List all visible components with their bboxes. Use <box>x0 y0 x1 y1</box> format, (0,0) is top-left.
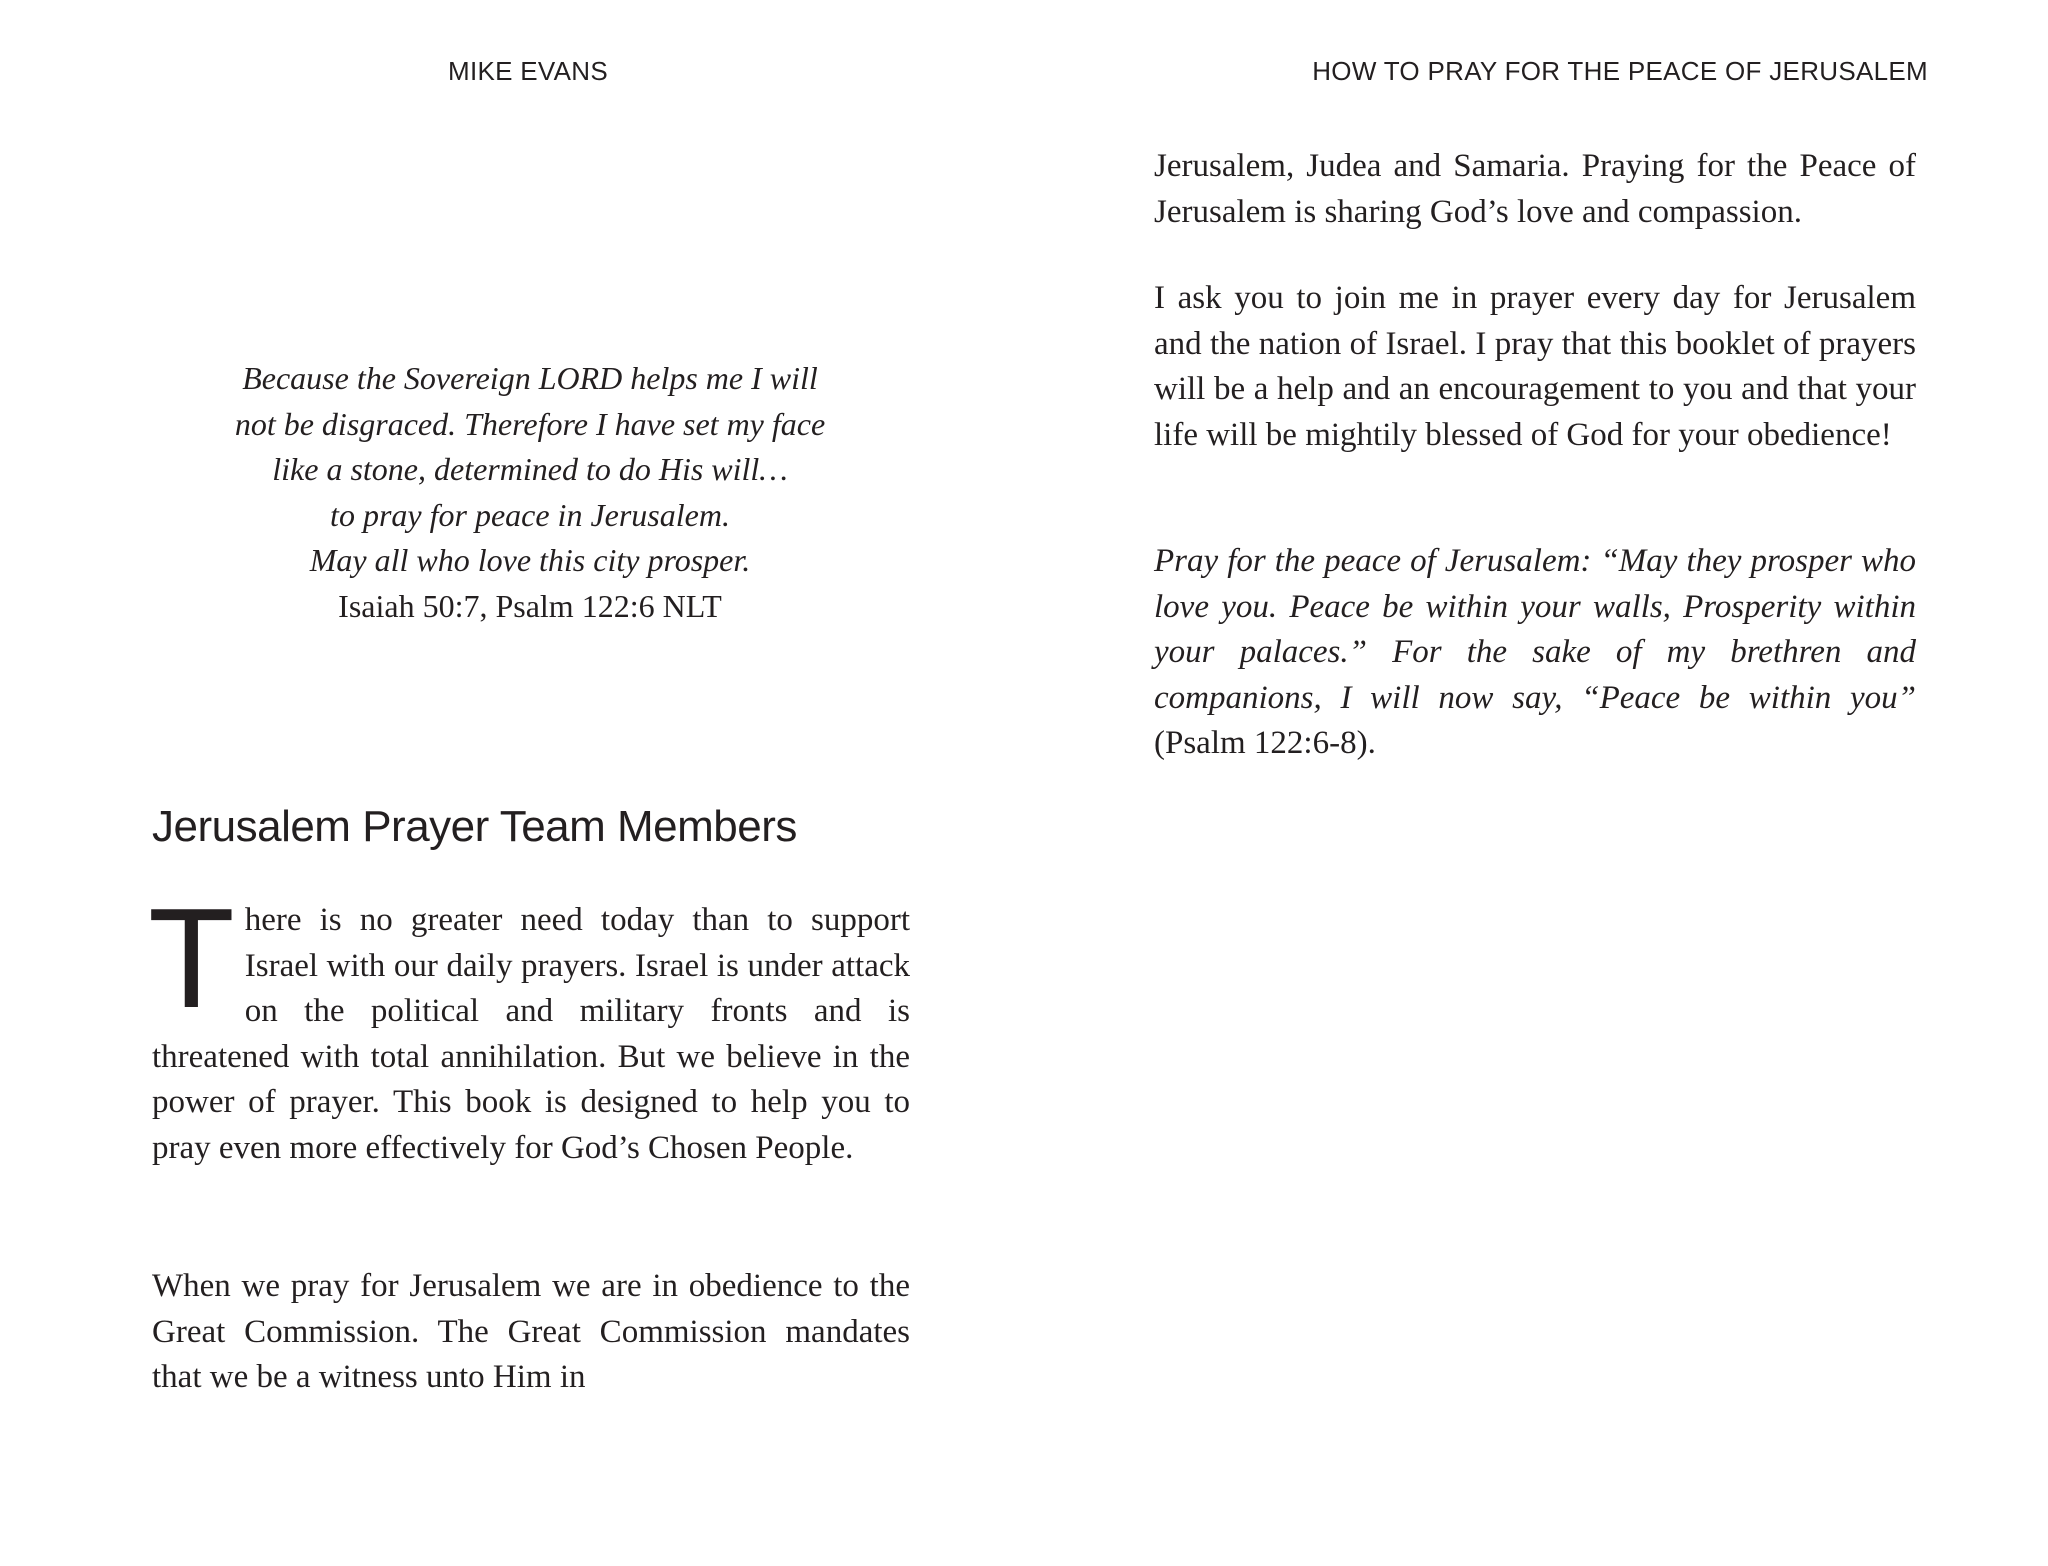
epigraph-citation: Isaiah 50:7, Psalm 122:6 NLT <box>338 587 722 624</box>
epigraph-line: to pray for peace in Jerusalem. <box>330 496 730 533</box>
section-title: Jerusalem Prayer Team Members <box>152 802 797 851</box>
psalm-quote-text: Pray for the peace of Jerusalem: “May they prosper who love you. Peace be within your walls, Prosperity within your palaces.” For the sake of my brethren and companions, I will now say, “Peace be within you” <box>1154 543 1916 716</box>
great-commission-paragraph: When we pray for Jerusalem we are in obedience to the Great Commission. The Great Commission mandates that we be a witness unto Him in <box>152 1268 910 1395</box>
running-head-author: MIKE EVANS <box>448 56 609 86</box>
epigraph <box>150 356 910 629</box>
intro-paragraph <box>148 879 910 1171</box>
psalm-quote-paragraph <box>1154 539 1916 767</box>
epigraph-line: like a stone, determined to do His will… <box>272 451 788 487</box>
drop-cap: T <box>148 879 235 1038</box>
running-head-title: HOW TO PRAY FOR THE PEACE OF JERUSALEM <box>1312 56 1928 86</box>
epigraph-line: not be disgraced. Therefore I have set my face <box>234 405 826 442</box>
invitation-paragraph: I ask you to join me in prayer every day for Jerusalem and the nation of Israel. I pray that this booklet of prayers will be a help and an encouragement to you and that your life will be mightily blessed of God for your obedience! <box>1154 280 1916 453</box>
epigraph-line: Because the Sovereign LORD helps me I will <box>242 360 818 396</box>
psalm-quote-citation: (Psalm 122:6-8). <box>1154 725 1376 761</box>
epigraph-line: May all who love this city prosper. <box>309 542 751 578</box>
continuation-paragraph: Jerusalem, Judea and Samaria. Praying for the Peace of Jerusalem is sharing God’s love and compassion. <box>1154 148 1916 230</box>
intro-paragraph-text: here is no greater need today than to support Israel with our daily prayers. Israel is under attack on the political and military fronts and is threatened with total annihilation. But we believe in the power of prayer. This book is designed to help you to pray even more effectively for God’s Chosen People. <box>152 902 910 1166</box>
